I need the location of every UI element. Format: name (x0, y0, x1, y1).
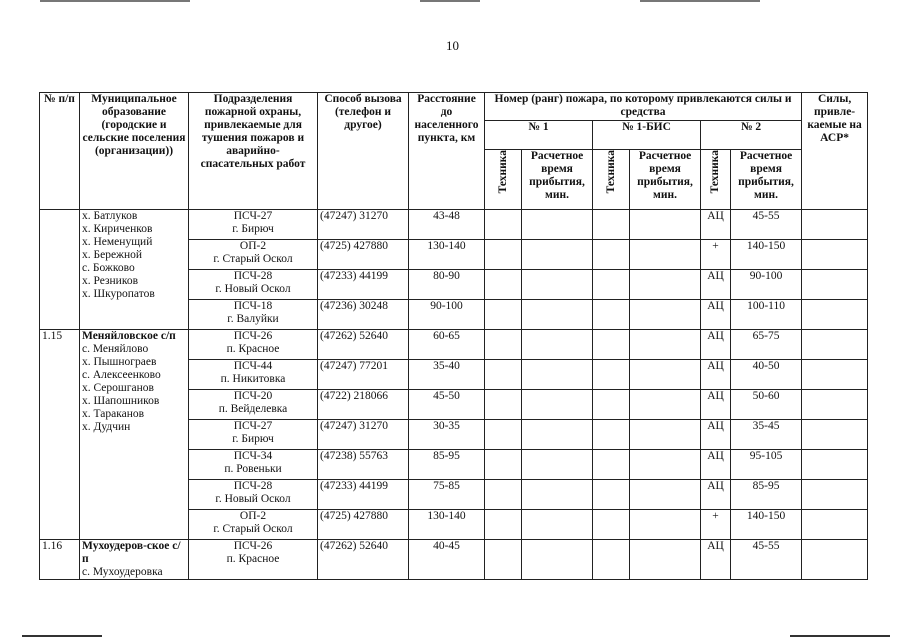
header-time-2: Расчетное время прибытия, мин. (731, 150, 802, 210)
header-equipment-2: Техника (709, 150, 721, 194)
unit-place: г. Старый Оскол (213, 253, 293, 265)
phone: (47262) 52640 (318, 540, 409, 580)
settlement-name: х. Дудчин (82, 421, 131, 433)
time-1bis (630, 210, 701, 240)
phone: (47238) 55763 (318, 450, 409, 480)
unit-cell (189, 300, 318, 330)
unit-cell (189, 420, 318, 450)
time-1bis (630, 300, 701, 330)
time-2: 90-100 (731, 270, 802, 300)
equipment-2: АЦ (701, 420, 731, 450)
row-num (40, 210, 80, 330)
time-1 (522, 330, 593, 360)
phone: (4722) 218066 (318, 390, 409, 420)
distance: 75-85 (409, 480, 485, 510)
equipment-1bis (593, 360, 630, 390)
phone: (4725) 427880 (318, 510, 409, 540)
unit-place: п. Никитовка (220, 373, 286, 385)
time-1bis (630, 240, 701, 270)
header-forces: Силы, привле-каемые на АСР* (802, 93, 868, 210)
forces-asr (802, 210, 868, 240)
distance: 40-45 (409, 540, 485, 580)
unit-cell (189, 540, 318, 580)
header-distance: Расстояние до населенного пункта, км (409, 93, 485, 210)
phone: (47262) 52640 (318, 330, 409, 360)
municipality-cell (80, 210, 189, 330)
time-2: 140-150 (731, 510, 802, 540)
unit-cell (189, 510, 318, 540)
top-scan-rule (40, 0, 190, 2)
municipality-cell (80, 540, 189, 580)
time-1bis (630, 510, 701, 540)
header-rank1: № 1 (485, 121, 593, 150)
table-row (40, 540, 868, 580)
unit-name: ОП-2 (239, 240, 267, 252)
equipment-1 (485, 330, 522, 360)
row-num: 1.16 (40, 540, 80, 580)
equipment-2: АЦ (701, 360, 731, 390)
equipment-1 (485, 510, 522, 540)
equipment-2: АЦ (701, 540, 731, 580)
header-rank1bis: № 1-БИС (593, 121, 701, 150)
time-1 (522, 240, 593, 270)
distance: 43-48 (409, 210, 485, 240)
equipment-1 (485, 240, 522, 270)
equipment-1 (485, 480, 522, 510)
time-1 (522, 300, 593, 330)
settlement-name: х. Кириченков (82, 223, 153, 235)
equipment-1 (485, 390, 522, 420)
unit-name: ОП-2 (239, 510, 267, 522)
equipment-1 (485, 420, 522, 450)
unit-place: г. Старый Оскол (213, 523, 293, 535)
distance: 80-90 (409, 270, 485, 300)
settlement-name: х. Батлуков (82, 210, 138, 222)
time-2: 50-60 (731, 390, 802, 420)
unit-name: ПСЧ-28 (233, 480, 273, 492)
forces-asr (802, 360, 868, 390)
time-1 (522, 210, 593, 240)
settlement-name: х. Серошганов (82, 382, 154, 394)
equipment-2: АЦ (701, 210, 731, 240)
top-scan-rule (420, 0, 480, 2)
equipment-1 (485, 540, 522, 580)
equipment-2: АЦ (701, 480, 731, 510)
time-1bis (630, 360, 701, 390)
time-2: 140-150 (731, 240, 802, 270)
unit-cell (189, 360, 318, 390)
equipment-2: АЦ (701, 450, 731, 480)
municipality-title: Мухоудеров-ское с/п (82, 540, 181, 565)
equipment-1 (485, 450, 522, 480)
header-time-1bis: Расчетное время прибытия, мин. (630, 150, 701, 210)
time-1bis (630, 420, 701, 450)
equipment-1bis (593, 540, 630, 580)
equipment-1bis (593, 450, 630, 480)
equipment-1bis (593, 420, 630, 450)
time-1 (522, 450, 593, 480)
unit-place: п. Вейделевка (218, 403, 288, 415)
header-call: Способ вызова (телефон и другое) (318, 93, 409, 210)
settlement-name: х. Неменущий (82, 236, 153, 248)
phone: (47236) 30248 (318, 300, 409, 330)
unit-cell (189, 390, 318, 420)
equipment-2: + (701, 510, 731, 540)
unit-cell (189, 210, 318, 240)
equipment-2: + (701, 240, 731, 270)
time-2: 40-50 (731, 360, 802, 390)
unit-place: п. Ровеньки (224, 463, 282, 475)
bottom-scan-rule (790, 635, 890, 637)
forces-asr (802, 510, 868, 540)
bottom-scan-rule (22, 635, 102, 637)
unit-place: г. Бирюч (232, 433, 274, 445)
municipality-cell (80, 330, 189, 540)
header-rank-group: Номер (ранг) пожара, по которому привлекаются силы и средства (485, 93, 802, 121)
time-1bis (630, 450, 701, 480)
unit-name: ПСЧ-27 (233, 210, 273, 222)
equipment-2: АЦ (701, 300, 731, 330)
equipment-1bis (593, 330, 630, 360)
table-row (40, 330, 868, 360)
header-num: № п/п (40, 93, 80, 210)
equipment-1bis (593, 510, 630, 540)
time-1 (522, 510, 593, 540)
phone: (47233) 44199 (318, 270, 409, 300)
unit-cell (189, 240, 318, 270)
top-scan-rule (640, 0, 760, 2)
forces-asr (802, 450, 868, 480)
municipality-title: Меняйловское с/п (82, 330, 176, 342)
header-time-1: Расчетное время прибытия, мин. (522, 150, 593, 210)
forces-asr (802, 240, 868, 270)
distance: 85-95 (409, 450, 485, 480)
unit-cell (189, 270, 318, 300)
distance: 30-35 (409, 420, 485, 450)
unit-name: ПСЧ-18 (233, 300, 273, 312)
time-2: 35-45 (731, 420, 802, 450)
header-rank2: № 2 (701, 121, 802, 150)
time-1bis (630, 330, 701, 360)
equipment-1 (485, 270, 522, 300)
unit-place: г. Бирюч (232, 223, 274, 235)
equipment-1bis (593, 270, 630, 300)
time-1 (522, 390, 593, 420)
time-1 (522, 420, 593, 450)
phone: (47233) 44199 (318, 480, 409, 510)
unit-cell (189, 480, 318, 510)
equipment-1 (485, 360, 522, 390)
equipment-1bis (593, 210, 630, 240)
unit-place: г. Новый Оскол (215, 283, 291, 295)
equipment-1bis (593, 390, 630, 420)
settlement-name: с. Мухоудеровка (82, 566, 163, 578)
settlement-name: х. Бережной (82, 249, 143, 261)
header-muni: Муниципальное образование (городские и сельские поселения (организации)) (80, 93, 189, 210)
phone: (4725) 427880 (318, 240, 409, 270)
forces-asr (802, 480, 868, 510)
distance: 35-40 (409, 360, 485, 390)
unit-name: ПСЧ-34 (233, 450, 273, 462)
settlement-name: с. Божково (82, 262, 135, 274)
phone: (47247) 77201 (318, 360, 409, 390)
unit-cell (189, 450, 318, 480)
forces-asr (802, 270, 868, 300)
equipment-2: АЦ (701, 330, 731, 360)
distance: 90-100 (409, 300, 485, 330)
time-1 (522, 540, 593, 580)
unit-name: ПСЧ-28 (233, 270, 273, 282)
fire-forces-table (39, 92, 868, 580)
unit-name: ПСЧ-26 (233, 330, 273, 342)
distance: 45-50 (409, 390, 485, 420)
distance: 60-65 (409, 330, 485, 360)
time-1 (522, 480, 593, 510)
row-num: 1.15 (40, 330, 80, 540)
time-1bis (630, 390, 701, 420)
settlement-name: х. Пышнограев (82, 356, 157, 368)
time-2: 45-55 (731, 540, 802, 580)
time-1 (522, 360, 593, 390)
time-1 (522, 270, 593, 300)
page-number: 10 (446, 38, 459, 53)
equipment-2: АЦ (701, 270, 731, 300)
unit-name: ПСЧ-26 (233, 540, 273, 552)
equipment-1 (485, 210, 522, 240)
table-row (40, 210, 868, 240)
header-equipment-1: Техника (496, 150, 509, 194)
unit-place: п. Красное (226, 553, 280, 565)
settlement-name: х. Шкуропатов (82, 288, 155, 300)
unit-name: ПСЧ-20 (233, 390, 273, 402)
distance: 130-140 (409, 510, 485, 540)
unit-place: п. Красное (226, 343, 280, 355)
equipment-1 (485, 300, 522, 330)
forces-asr (802, 330, 868, 360)
phone: (47247) 31270 (318, 420, 409, 450)
equipment-1bis (593, 480, 630, 510)
equipment-1bis (593, 240, 630, 270)
equipment-1bis (593, 300, 630, 330)
header-units: Подразделения пожарной охраны, привлекаемые для тушения пожаров и аварийно-спасательных работ (189, 93, 318, 210)
settlement-name: х. Резников (82, 275, 139, 287)
time-1bis (630, 270, 701, 300)
settlement-name: х. Тараканов (82, 408, 145, 420)
time-2: 85-95 (731, 480, 802, 510)
time-1bis (630, 480, 701, 510)
time-1bis (630, 540, 701, 580)
unit-name: ПСЧ-44 (233, 360, 273, 372)
distance: 130-140 (409, 240, 485, 270)
equipment-2: АЦ (701, 390, 731, 420)
forces-asr (802, 300, 868, 330)
unit-name: ПСЧ-27 (233, 420, 273, 432)
forces-asr (802, 540, 868, 580)
phone: (47247) 31270 (318, 210, 409, 240)
unit-cell (189, 330, 318, 360)
settlement-name: х. Шапошников (82, 395, 160, 407)
unit-place: г. Валуйки (227, 313, 279, 325)
forces-asr (802, 420, 868, 450)
time-2: 95-105 (731, 450, 802, 480)
time-2: 100-110 (731, 300, 802, 330)
time-2: 45-55 (731, 210, 802, 240)
settlement-name: с. Меняйлово (82, 343, 149, 355)
time-2: 65-75 (731, 330, 802, 360)
unit-place: г. Новый Оскол (215, 493, 291, 505)
settlement-name: с. Алексеенково (82, 369, 161, 381)
header-equipment-1bis: Техника (604, 150, 617, 194)
forces-asr (802, 390, 868, 420)
